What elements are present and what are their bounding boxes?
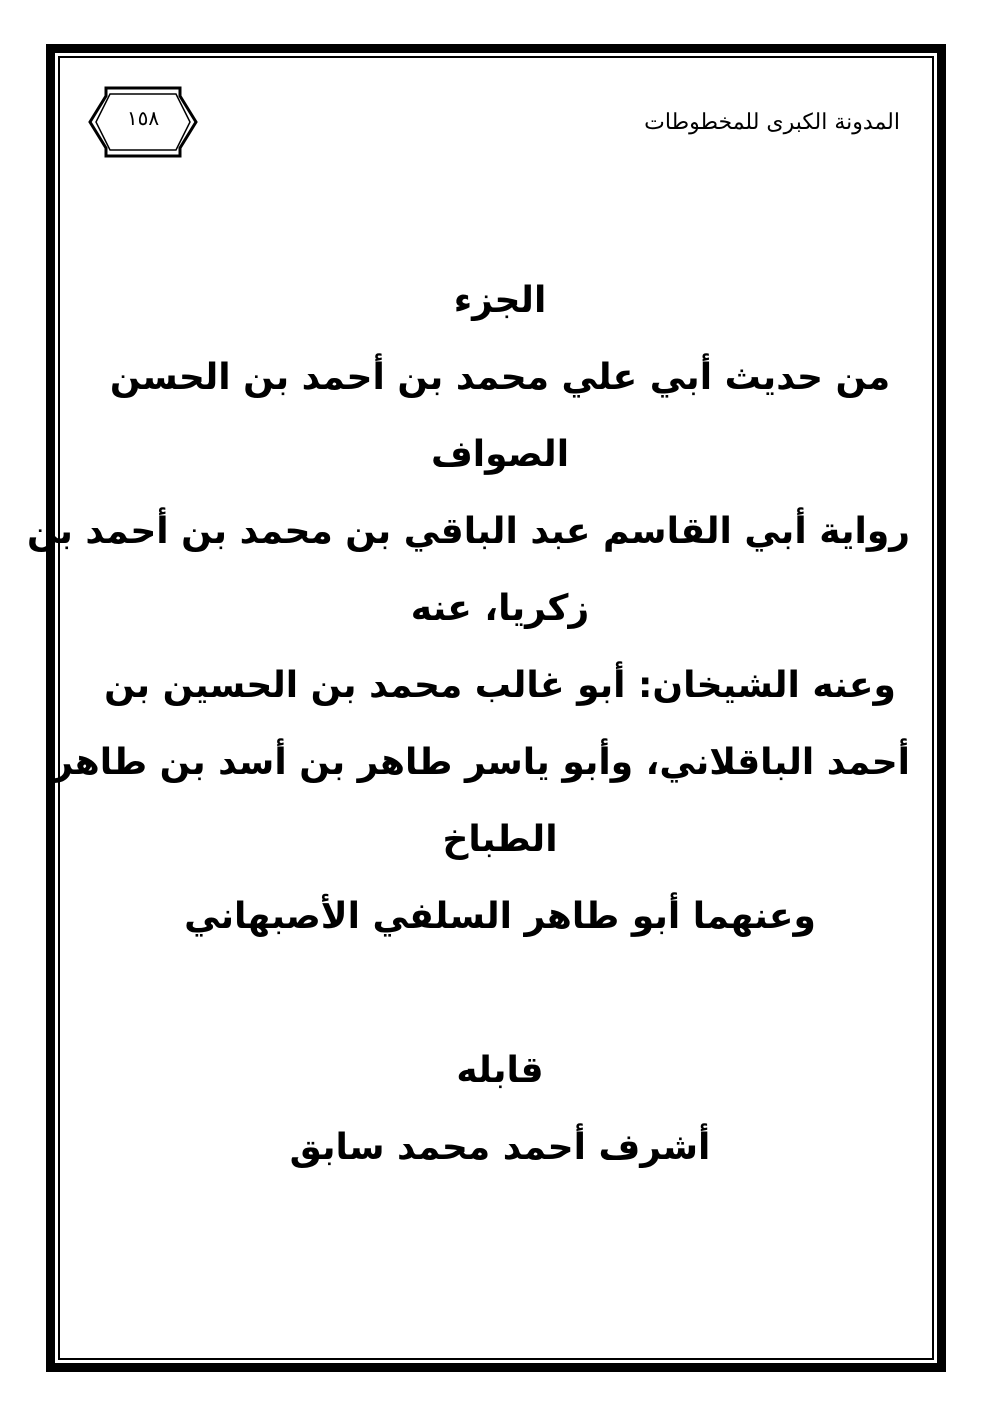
page-number-badge [86,84,200,160]
title-line: الجزء [453,280,547,321]
title-line: وعنهما أبو طاهر السلفي الأصبهاني [184,896,816,937]
page-number: ١٥٨ [126,106,160,130]
collator-name: أشرف أحمد محمد سابق [289,1127,711,1168]
collation-label: قابله [456,1050,544,1091]
title-line: من حديث أبي علي محمد بن أحمد بن الحسن [109,357,891,398]
title-block [26,262,910,1186]
title-line: وعنه الشيخان: أبو غالب محمد بن الحسين بن [104,665,896,706]
title-line: الصواف [430,434,570,475]
header-title: المدونة الكبرى للمخطوطات [644,110,900,135]
title-line: رواية أبي القاسم عبد الباقي بن محمد بن أحمد بن [26,511,910,552]
title-line: أحمد الباقلاني، وأبو ياسر طاهر بن أسد بن طاهر [52,742,910,783]
spacer [90,955,910,1032]
title-line: زكريا، عنه [410,588,590,629]
title-line: الطباخ [442,819,558,860]
